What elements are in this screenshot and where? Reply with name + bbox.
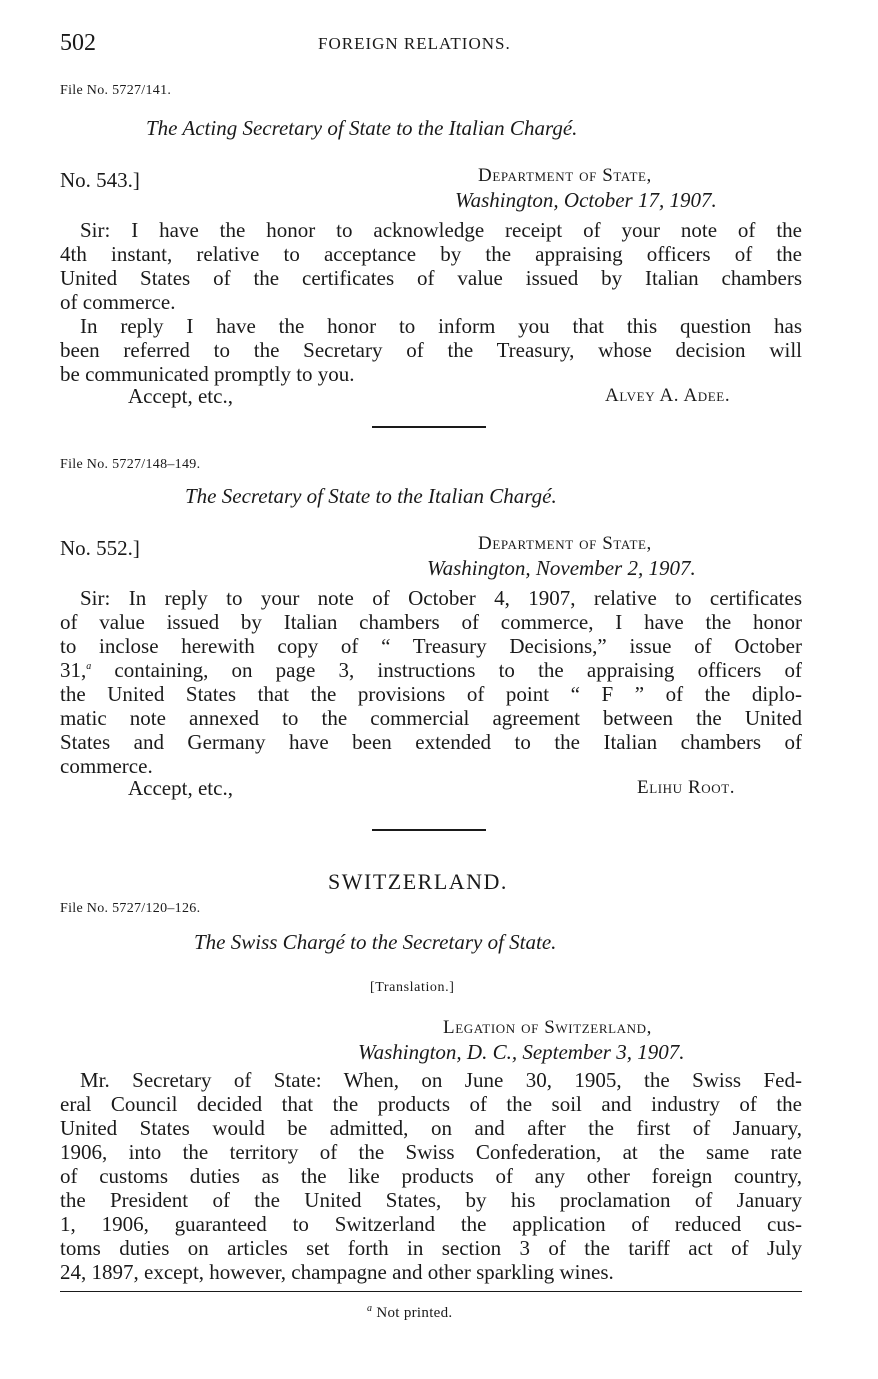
section-title: SWITZERLAND. xyxy=(328,869,508,894)
paragraph-line: 1906, into the territory of the Swiss Confederation, at the same rate xyxy=(60,1140,802,1164)
paragraph-line: eral Council decided that the products of the soil and industry of the xyxy=(60,1092,802,1116)
line-start: 31, xyxy=(60,658,87,682)
closing: Accept, etc., xyxy=(128,384,233,408)
dispatch-number: No. 543.] xyxy=(60,168,140,192)
footnote-reference: a xyxy=(86,661,92,672)
department-line: Department of State, xyxy=(478,165,652,186)
divider-rule xyxy=(372,426,486,428)
paragraph-line: toms duties on articles set forth in section 3 of the tariff act of July xyxy=(60,1236,802,1260)
legation-line: Legation of Switzerland, xyxy=(443,1017,652,1038)
file-number: File No. 5727/148–149. xyxy=(60,457,201,472)
paragraph-line: States and Germany have been extended to the Italian chambers of xyxy=(60,730,802,754)
page-header xyxy=(60,30,802,60)
dateline: Washington, October 17, 1907. xyxy=(455,188,717,212)
paragraph-line: United States would be admitted, on and after the first of January, xyxy=(60,1116,802,1140)
paragraph-line: 1, 1906, guaranteed to Switzerland the application of reduced cus- xyxy=(60,1212,802,1236)
running-head: FOREIGN RELATIONS. xyxy=(318,34,511,53)
paragraph-line: 24, 1897, except, however, champagne and other sparkling wines. xyxy=(60,1260,614,1284)
paragraph-line: of commerce. xyxy=(60,290,176,314)
dateline: Washington, November 2, 1907. xyxy=(427,556,696,580)
paragraph-line: 4th instant, relative to acceptance by the appraising officers of the xyxy=(60,242,802,266)
paragraph-line: matic note annexed to the commercial agreement between the United xyxy=(60,706,802,730)
signature: Elihu Root. xyxy=(637,777,736,798)
paragraph-line: of customs duties as the like products of any other foreign country, xyxy=(60,1164,802,1188)
paragraph-line: United States of the certificates of value issued by Italian chambers xyxy=(60,266,802,290)
letter-heading: The Swiss Chargé to the Secretary of State. xyxy=(194,930,557,954)
footnote-text: Not printed. xyxy=(376,1305,453,1321)
paragraph-line: commerce. xyxy=(60,754,153,778)
paragraph-line: the President of the United States, by his proclamation of January xyxy=(60,1188,802,1212)
paragraph-line: Sir: I have the honor to acknowledge receipt of your note of the xyxy=(80,218,802,242)
paragraph-line xyxy=(60,658,802,682)
paragraph-line: been referred to the Secretary of the Treasury, whose decision will xyxy=(60,338,802,362)
translation-note: [Translation.] xyxy=(370,980,455,995)
dateline: Washington, D. C., September 3, 1907. xyxy=(358,1040,685,1064)
paragraph-line: Sir: In reply to your note of October 4, 1907, relative to certificates xyxy=(80,586,802,610)
footnote xyxy=(367,1305,452,1322)
line-rest: containing, on page 3, instructions to the appraising officers of xyxy=(91,658,802,682)
footnote-rule xyxy=(60,1291,802,1292)
dispatch-number: No. 552.] xyxy=(60,536,140,560)
paragraph-line: to inclose herewith copy of “ Treasury Decisions,” issue of October xyxy=(60,634,802,658)
letter-heading: The Acting Secretary of State to the Italian Chargé. xyxy=(146,116,578,140)
page-number: 502 xyxy=(60,30,96,56)
file-number: File No. 5727/120–126. xyxy=(60,901,201,916)
paragraph-line: In reply I have the honor to inform you that this question has xyxy=(80,314,802,338)
letter-heading: The Secretary of State to the Italian Chargé. xyxy=(185,484,557,508)
paragraph-line: Mr. Secretary of State: When, on June 30, 1905, the Swiss Fed- xyxy=(80,1068,802,1092)
paragraph-line: the United States that the provisions of point “ F ” of the diplo- xyxy=(60,682,802,706)
department-line: Department of State, xyxy=(478,533,652,554)
footnote-mark: a xyxy=(367,1303,373,1314)
paragraph-line: be communicated promptly to you. xyxy=(60,362,355,386)
signature: Alvey A. Adee. xyxy=(605,385,731,406)
file-number: File No. 5727/141. xyxy=(60,83,172,98)
closing: Accept, etc., xyxy=(128,776,233,800)
divider-rule xyxy=(372,829,486,831)
paragraph-line: of value issued by Italian chambers of commerce, I have the honor xyxy=(60,610,802,634)
